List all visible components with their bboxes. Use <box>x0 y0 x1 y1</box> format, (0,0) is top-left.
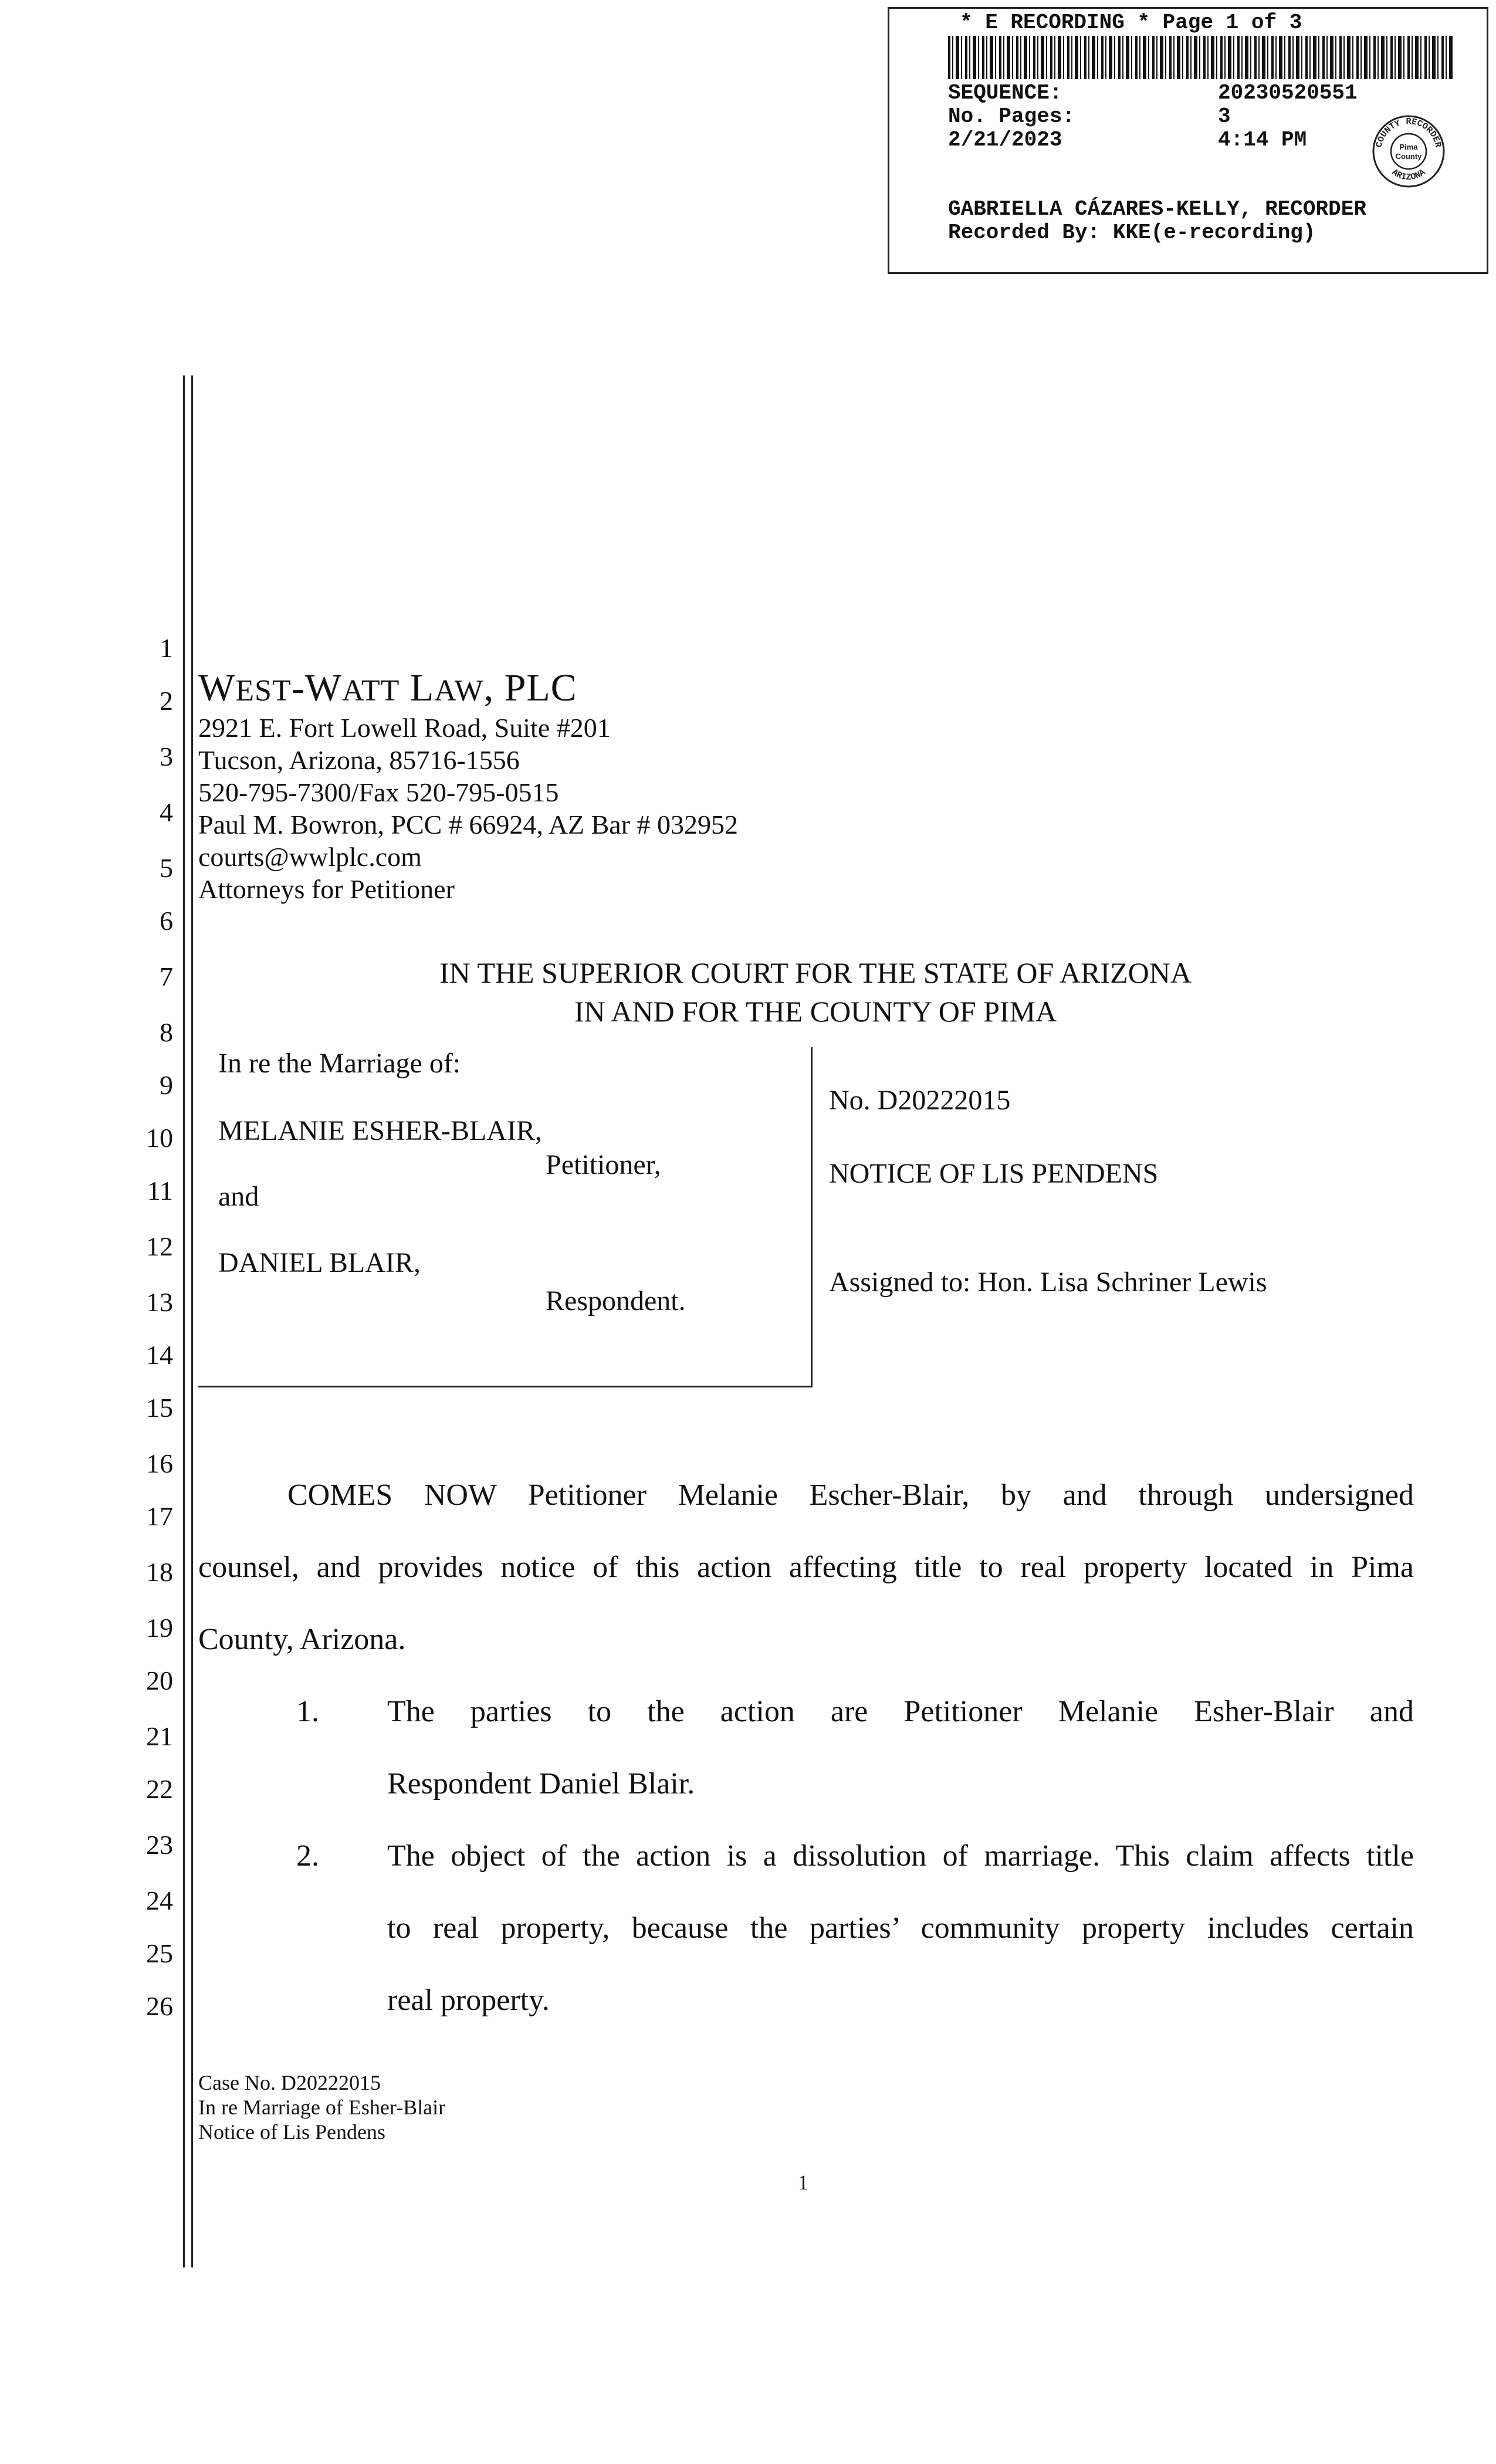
stamp-recorder: GABRIELLA CÁZARES-KELLY, RECORDER <box>948 197 1366 221</box>
item-1-line2: Respondent Daniel Blair. <box>387 1767 695 1800</box>
item-1-line1: The parties to the action are Petitioner Melanie Esher-Blair and <box>387 1695 1414 1728</box>
firm-name: WEST-WATT LAW, PLC <box>198 666 577 709</box>
caption-case-number: No. D20222015 <box>829 1085 1011 1116</box>
firm-address-line2: Tucson, Arizona, 85716-1556 <box>198 745 520 775</box>
line-number: 24 <box>146 1886 173 1915</box>
footer-title: Notice of Lis Pendens <box>198 2120 385 2144</box>
line-number: 11 <box>147 1176 173 1206</box>
caption-and: and <box>218 1181 259 1212</box>
stamp-sequence-label: SEQUENCE: <box>948 81 1062 105</box>
line-number: 12 <box>146 1231 173 1261</box>
caption-assigned-judge: Assigned to: Hon. Lisa Schriner Lewis <box>829 1267 1267 1298</box>
margin-rule-inner <box>191 375 193 2267</box>
stamp-pages-value: 3 <box>1218 104 1231 128</box>
recording-stamp <box>888 7 1488 274</box>
line-number: 26 <box>146 1991 173 2021</box>
seal-text-center-1: Pima <box>1399 143 1418 151</box>
firm-attorney: Paul M. Bowron, PCC # 66924, AZ Bar # 032952 <box>198 810 739 840</box>
stamp-time: 4:14 PM <box>1218 128 1307 152</box>
line-number: 21 <box>146 1721 173 1751</box>
caption-vertical-rule <box>811 1047 813 1387</box>
line-number: 19 <box>146 1613 173 1643</box>
firm-role: Attorneys for Petitioner <box>198 874 455 904</box>
line-number: 2 <box>160 686 173 716</box>
seal-text-center-2: County <box>1395 152 1422 161</box>
line-number: 10 <box>146 1123 173 1153</box>
line-number: 16 <box>146 1448 173 1478</box>
footer-marriage: In re Marriage of Esher-Blair <box>198 2096 446 2119</box>
item-2-number: 2. <box>296 1839 319 1873</box>
line-number: 7 <box>160 962 173 991</box>
line-number: 22 <box>146 1774 173 1804</box>
line-number: 4 <box>160 797 173 827</box>
line-number: 17 <box>146 1501 173 1531</box>
county-recorder-seal-icon <box>1370 113 1447 189</box>
barcode <box>948 36 1453 79</box>
stamp-sequence-value: 20230520551 <box>1218 81 1358 105</box>
stamp-title: * E RECORDING * Page 1 of 3 <box>960 11 1302 35</box>
body-intro-line2: counsel, and provides notice of this action affecting title to real property located in Pima <box>198 1551 1414 1584</box>
margin-rule-outer <box>183 375 185 2267</box>
court-title-line2: IN AND FOR THE COUNTY OF PIMA <box>574 995 1057 1028</box>
stamp-pages-label: No. Pages: <box>948 104 1075 128</box>
firm-address-line1: 2921 E. Fort Lowell Road, Suite #201 <box>198 713 611 743</box>
seal-text-top: COUNTY RECORDER <box>1374 117 1443 149</box>
line-number: 15 <box>146 1393 173 1423</box>
caption-in-re: In re the Marriage of: <box>218 1048 461 1079</box>
item-2-line2: to real property, because the parties’ community property includes certain <box>387 1911 1414 1945</box>
line-number: 25 <box>146 1938 173 1968</box>
item-1-number: 1. <box>296 1695 319 1728</box>
stamp-date: 2/21/2023 <box>948 128 1062 152</box>
caption-petitioner-label: Petitioner, <box>546 1149 661 1180</box>
caption-respondent-label: Respondent. <box>546 1285 686 1316</box>
caption-document-title: NOTICE OF LIS PENDENS <box>829 1158 1159 1189</box>
line-number: 3 <box>160 742 173 771</box>
line-number: 18 <box>146 1557 173 1587</box>
stamp-recorded-by: Recorded By: KKE(e-recording) <box>948 221 1316 245</box>
line-number: 6 <box>160 906 173 936</box>
seal-text-bottom: ARIZONA <box>1390 167 1427 182</box>
line-number: 8 <box>160 1017 173 1047</box>
line-number: 23 <box>146 1830 173 1860</box>
line-number: 13 <box>146 1287 173 1317</box>
line-number: 9 <box>160 1070 173 1100</box>
footer-case-number: Case No. D20222015 <box>198 2071 381 2094</box>
body-intro-line1: COMES NOW Petitioner Melanie Escher-Blair, by and through undersigned <box>287 1478 1414 1512</box>
firm-phone: 520-795-7300/Fax 520-795-0515 <box>198 777 559 807</box>
page-number: 1 <box>798 2171 808 2194</box>
court-title-line1: IN THE SUPERIOR COURT FOR THE STATE OF ARIZONA <box>439 956 1192 989</box>
item-2-line1: The object of the action is a dissolution of marriage. This claim affects title <box>387 1839 1414 1873</box>
firm-email: courts@wwlplc.com <box>198 842 422 872</box>
line-number: 20 <box>146 1666 173 1695</box>
caption-bottom-rule <box>198 1386 813 1387</box>
line-number: 5 <box>160 853 173 883</box>
caption-respondent-name: DANIEL BLAIR, <box>218 1247 421 1278</box>
body-intro-line3: County, Arizona. <box>198 1623 406 1656</box>
caption-petitioner-name: MELANIE ESHER-BLAIR, <box>218 1115 542 1146</box>
line-number: 1 <box>160 633 173 663</box>
item-2-line3: real property. <box>387 1984 550 2017</box>
line-number: 14 <box>146 1340 173 1370</box>
